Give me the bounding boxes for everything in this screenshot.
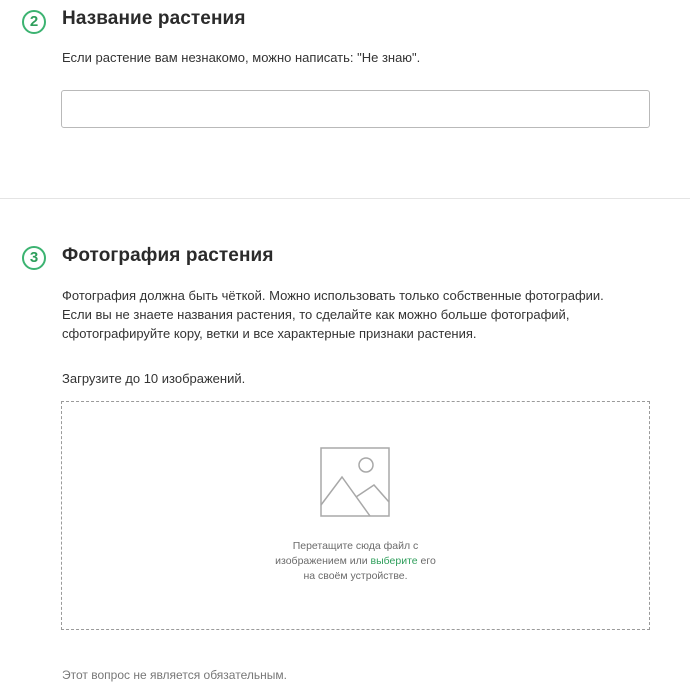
upload-limit-text: Загрузите до 10 изображений. bbox=[62, 371, 246, 386]
description-line: Фотография должна быть чёткой. Можно использовать только собственные фотографии. bbox=[62, 288, 604, 303]
step-number-badge: 2 bbox=[22, 10, 46, 34]
choose-file-link[interactable]: выберите bbox=[370, 555, 418, 567]
dropzone-text: изображением или bbox=[275, 555, 371, 567]
section-description bbox=[62, 286, 662, 343]
section-description: Если растение вам незнакомо, можно написать: "Не знаю". bbox=[62, 50, 421, 65]
step-number-badge: 3 bbox=[22, 246, 46, 270]
image-dropzone[interactable] bbox=[61, 401, 650, 630]
plant-name-section bbox=[0, 0, 690, 198]
dropzone-instructions bbox=[62, 539, 649, 584]
optional-question-note: Этот вопрос не является обязательным. bbox=[62, 668, 287, 682]
description-line: сфотографируйте кору, ветки и все характерные признаки растения. bbox=[62, 326, 477, 341]
section-title: Название растения bbox=[62, 8, 246, 29]
plant-photo-section bbox=[0, 199, 690, 684]
dropzone-line: на своём устройстве. bbox=[303, 570, 408, 582]
image-placeholder-icon bbox=[320, 447, 390, 517]
dropzone-line: Перетащите сюда файл с bbox=[292, 540, 419, 552]
description-line: Если вы не знаете названия растения, то сделайте как можно больше фотографий, bbox=[62, 307, 570, 322]
dropzone-line bbox=[62, 554, 649, 569]
plant-name-input[interactable] bbox=[61, 90, 650, 128]
section-title: Фотография растения bbox=[62, 245, 274, 266]
dropzone-text: его bbox=[417, 555, 436, 567]
